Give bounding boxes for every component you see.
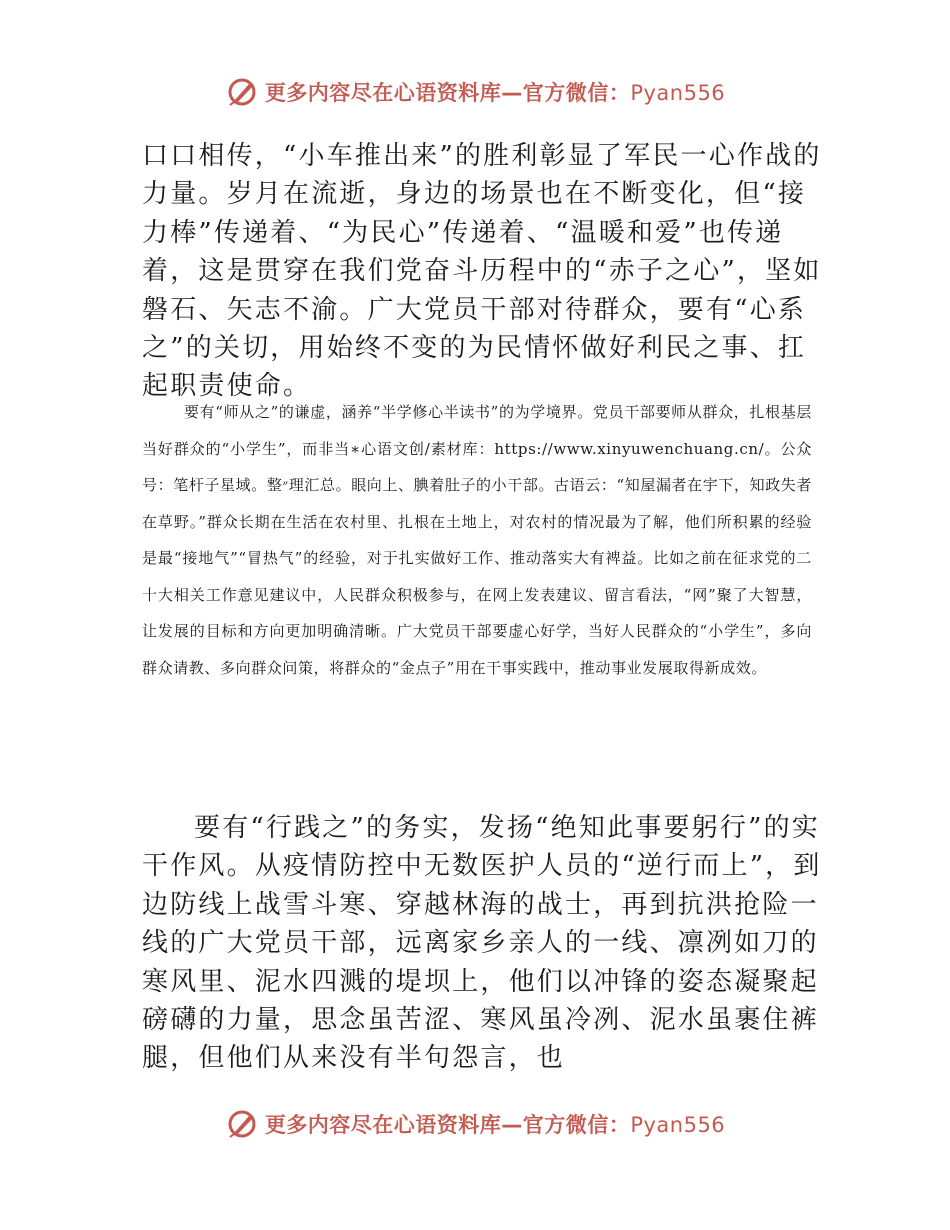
continuation-paragraph (142, 137, 822, 406)
banner-text: 更多内容尽在心语资料库—官方微信：Pyan556 (264, 81, 726, 105)
pen-circle-logo-icon (225, 75, 259, 109)
paragraph-teacher: 要有“师从之”的谦虚，涵养“半学修心半读书”的为学境界。党员干部要师从群众，扎根基层当好群众的“小学生”，而非当∗心语文创/素材库：https://www.xinyuwenchuang.cn/。公众号：笔杆子星域。整״理汇总。眼向上、腆着肚子的小干部。古语云：“知屋漏者在宇下，知政失者在草野。”群众长期在生活在农村里、扎根在土地上，对农村的情况最为了解，他们所积累的经验是最“接地气”“冒热气”的经验，对于扎实做好工作、推动落实大有裨益。比如之前在征求党的二十大相关工作意见建议中，人民群众积极参与，在网上发表建议、留言看法，“网”聚了大智慧，让发展的目标和方向更加明确清晰。广大党员干部要虚心好学，当好人民群众的“小学生”，多向群众请教、多向群众问策，将群众的“金点子”用在干事实践中，推动事业发展取得新成效。 (142, 403, 812, 677)
practice-paragraph-block (142, 809, 822, 1078)
wechat-id: Pyan556 (630, 1113, 726, 1137)
footer-banner (0, 1102, 950, 1146)
wechat-id: Pyan556 (630, 81, 726, 105)
paragraph-practice: 要有“行践之”的务实，发扬“绝知此事要躬行”的实干作风。从疫情防控中无数医护人员的“逆行而上”，到边防线上战雪斗寒、穿越林海的战士，再到抗洪抢险一线的广大党员干部，远离家乡亲人的一线、凛冽如刀的寒风里、泥水四溅的堤坝上，他们以冲锋的姿态凝聚起磅礴的力量，思念虽苦涩、寒风虽冷冽、泥水虽裹住裤腿，但他们从来没有半句怨言，也 (142, 813, 822, 1074)
pen-circle-logo-icon (225, 1107, 259, 1141)
header-banner (0, 70, 950, 114)
banner-text: 更多内容尽在心语资料库—官方微信：Pyan556 (264, 1113, 726, 1137)
teacher-paragraph-block (142, 394, 812, 686)
paragraph-continuation: 口口相传，“小车推出来”的胜利彰显了军民一心作战的力量。岁月在流逝，身边的场景也在不断变化，但“接力棒”传递着、“为民心”传递着、“温暖和爱”也传递着，这是贯穿在我们党奋斗历程中的“赤子之心”，坚如磐石、矢志不渝。广大党员干部对待群众，要有“心系之”的关切，用始终不变的为民情怀做好利民之事、扛起职责使命。 (142, 141, 822, 402)
